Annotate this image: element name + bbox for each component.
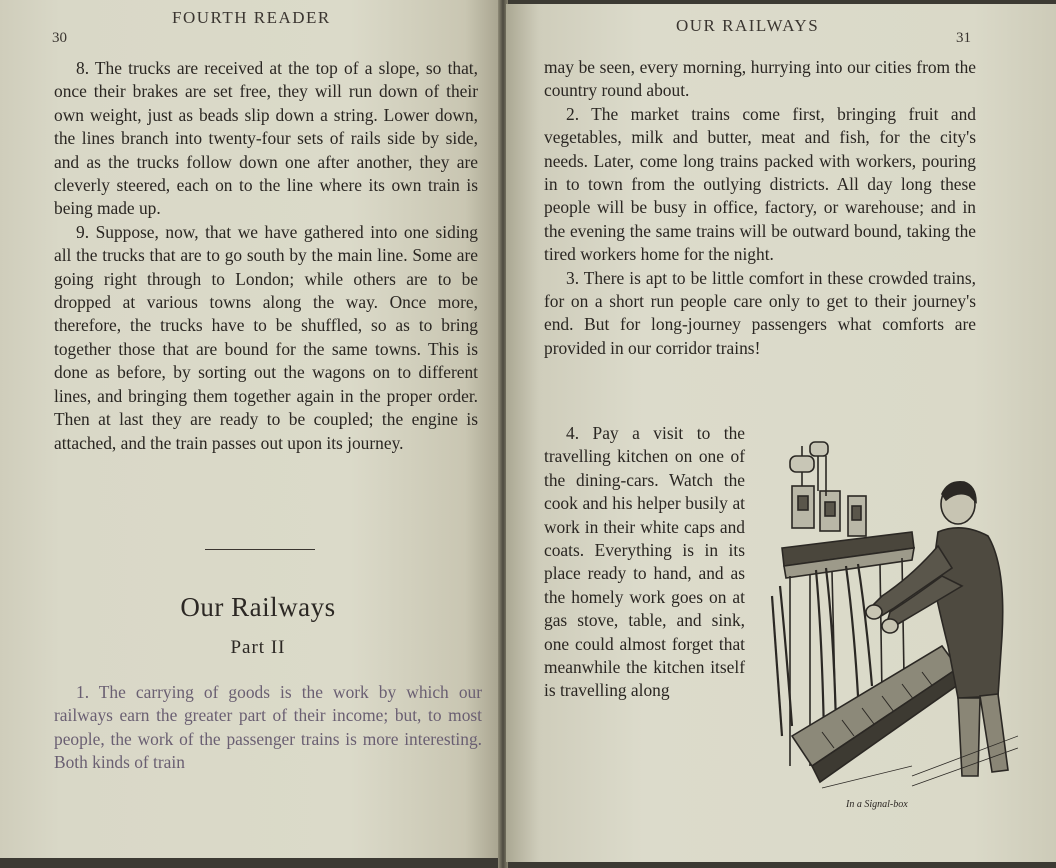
paragraph-continued: may be seen, every morning, hurrying into our cities from the country round about.	[544, 57, 976, 101]
running-head-right: OUR RAILWAYS	[676, 16, 820, 35]
right-body-text	[544, 56, 976, 360]
page-number-left: 30	[52, 30, 67, 46]
paragraph-9: 9. Suppose, now, that we have gathered into one siding all the trucks that are to go south by the main line. Some are going right through to London; while others are to be dropped at various towns along the way. Once more, therefore, the trucks have to be shuffled, so as to bring together those that are bound for the same towns. This is done as before, by sorting out the wagons on to different lines, and bringing them together again in the proper order. Then at last they are ready to be coupled; the engine is attached, and the train passes out upon its journey.	[54, 221, 478, 453]
paragraph-4: 4. Pay a visit to the travelling kitchen on one of the dining-cars. Watch the cook and his helper busily at work in their white caps and coats. Everything is in its place ready to hand, and as the homely work goes on at gas stove, table, and sink, one could almost forget that meanwhile the kitchen itself is travelling along	[544, 423, 745, 701]
paragraph-8: 8. The trucks are received at the top of a slope, so that, once their brakes are set free, they will run down of their own weight, just as beads slip down a string. Lower down, the lines branch into twenty-four sets of rails side by side, and as the trucks follow down one after another, they are cleverly steered, each on to the line where its own train is being made up.	[54, 58, 478, 219]
right-narrow-text	[544, 422, 745, 703]
left-chapter-text	[54, 681, 482, 775]
illustration-caption: In a Signal-box	[846, 799, 908, 810]
running-head-left: FOURTH READER	[172, 8, 331, 27]
left-page	[0, 0, 500, 858]
section-divider	[205, 549, 315, 550]
chapter-part: Part II	[230, 637, 286, 658]
paragraph-1: 1. The carrying of goods is the work by which our railways earn the greater part of their income; but, to most people, the work of the passenger trains is more interesting. Both kinds of train	[54, 682, 482, 773]
signal-box-illustration	[762, 436, 1018, 806]
paragraph-3: 3. There is apt to be little comfort in these crowded trains, for on a short run people care only to get to their journey's end. But for long-journey passengers what comforts are provided in our corridor trains!	[544, 267, 976, 358]
left-body-text	[54, 57, 478, 455]
chapter-title: Our Railways	[180, 592, 336, 622]
paragraph-2: 2. The market trains come first, bringing fruit and vegetables, milk and butter, meat and fish, for the city's needs. Later, come long trains packed with workers, pouring in to town from the outlying districts. All day long these people will be busy in office, factory, or warehouse; and in the evening the same trains will be outward bound, taking the tired workers home for the night.	[544, 103, 976, 265]
page-number-right: 31	[956, 30, 971, 46]
right-page	[506, 4, 1056, 862]
